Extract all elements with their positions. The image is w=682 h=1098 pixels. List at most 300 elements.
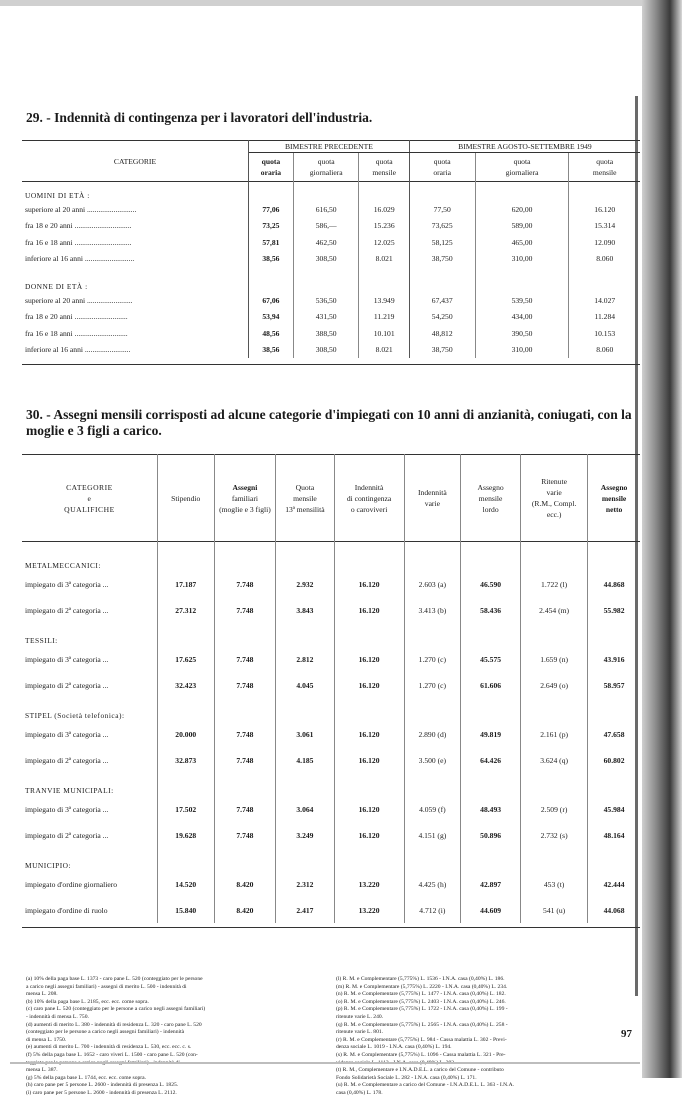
table-30-bottom-rule [22,923,640,928]
table-30-value: 16.120 [334,796,404,822]
subheader-line: giornaliera [309,168,343,177]
table-29-value: 308,50 [293,251,359,268]
scan-binding-edge [642,0,682,1078]
table-30-empty-cell [404,623,461,646]
table-30-value: 4.712 (i) [404,897,461,923]
table-30-value: 58.957 [588,672,640,698]
table-30-header-cell [22,455,157,542]
header-line: Assegno [477,482,504,492]
table-30-value: 2.312 [276,871,334,897]
table-30-empty-cell [334,848,404,871]
table-30-row [22,672,640,698]
table-30-empty-cell [521,773,588,796]
subheader-line: mensile [592,168,617,177]
table-29-row [22,325,640,342]
table-30-value: 3.843 [276,597,334,623]
table-29-value: 58,125 [409,234,475,251]
table-29-empty-cell [249,267,294,292]
table-30-section-label: STIPEL (Società telefonica): [25,711,125,720]
table-29-section-label: UOMINI DI ETÀ : [22,182,249,202]
table-30-empty-cell [404,698,461,721]
table-30-header-cell [461,455,521,542]
table-30-empty-cell [334,623,404,646]
table-30-value: 7.748 [214,796,276,822]
table-29-row-label: superiore al 20 anni .......................... [22,201,249,218]
table-29-value: 53,94 [249,309,294,326]
header-line: Assegni [232,482,258,492]
table-29-row-label: fra 16 e 18 anni .............................. [22,234,249,251]
table-30-row-label: impiegato di 2ª categoria ... [25,680,109,690]
table-30-empty-cell [461,698,521,721]
table-30-value: 16.120 [334,646,404,672]
table-29-empty-cell [409,182,475,202]
table-30-section-row [22,773,640,796]
subheader-line: oraria [433,168,452,177]
table-29-row [22,251,640,268]
table-30-value: 44.868 [588,571,640,597]
table-29-value: 48,812 [409,325,475,342]
subheader-line: quota [317,157,335,166]
table-30-value: 2.812 [276,646,334,672]
table-30-value: 60.802 [588,747,640,773]
footnote-line: (conteggiato per le persone a carico negli assegni familiari) - indennità [26,1029,185,1036]
table-29-empty-cell [475,267,569,292]
table-30-value: 3.064 [276,796,334,822]
header-line: Ritenute [541,477,567,486]
table-30-empty-cell [157,773,214,796]
header-line: CATEGORIE [66,482,113,492]
table-29-subheader-cell [409,153,475,182]
table-30-empty-cell [521,623,588,646]
table-29-value: 539,50 [475,292,569,309]
table-29-value: 388,50 [293,325,359,342]
table-30-value: 61.606 [461,672,521,698]
footnote-line: (s) R. M. e Complementare (5,775%) L. 1096 - Cassa malattia L. 321 - Pre- [336,1051,506,1058]
table-30-value: 2.161 (p) [521,721,588,747]
table-30-header-cell [334,455,404,542]
table-30-row [22,747,640,773]
table-30-value: 1.722 (l) [521,571,588,597]
footnote-line: a carico negli assegni familiari) - assegni di merito L. 500 - indennità di [26,983,187,990]
table-30-value: 2.649 (o) [521,672,588,698]
table-29-row-label: fra 16 e 18 anni ............................ [22,325,249,342]
footnote-line: (g) 5% della paga base L. 1744, ecc. ecc. come sopra. [26,1074,147,1081]
table-30-row [22,721,640,747]
table-30-header-cell [588,455,640,542]
table-29-value: 48,56 [249,325,294,342]
table-30-row-label: impiegato di 2ª categoria ... [25,830,109,840]
header-line: o caroviveri [350,504,388,514]
subheader-line: quota [261,157,281,166]
table-29-value: 14.027 [569,292,640,309]
table-30-value: 3.061 [276,721,334,747]
table-30-row [22,597,640,623]
table-29-value: 13.949 [359,292,409,309]
table-29-subheader-cell [475,153,569,182]
table-30-empty-cell [214,773,276,796]
table-29-value: 10.101 [359,325,409,342]
table-30-value: 32.873 [157,747,214,773]
table-30-value: 8.420 [214,871,276,897]
subheader-line: quota [513,157,531,166]
footnote-line: (b) 10% della paga base L. 2185, ecc. ecc. come sopra. [26,998,149,1005]
table-29-row [22,292,640,309]
subheader-line: mensile [372,168,396,177]
document-page [18,96,648,1096]
table-29 [22,140,640,365]
footnote-line: (f) 5% della paga base L. 1652 - caro viveri L. 1500 - caro pane L. 520 (con- [26,1051,198,1058]
scan-bottom-edge [10,1062,640,1064]
table-30-section-label: TRANVIE MUNICIPALI: [25,786,114,795]
table-30-empty-cell [588,773,640,796]
table-30-empty-cell [276,698,334,721]
table-30-value: 7.748 [214,571,276,597]
table-30-value: 46.590 [461,571,521,597]
table-30-value: 2.890 (d) [404,721,461,747]
table-30-header-cell [157,455,214,542]
table-29-value: 11.219 [359,309,409,326]
table-30-value: 19.628 [157,822,214,848]
header-line: Stipendio [171,493,201,503]
table-29-empty-cell [569,267,640,292]
table-29-row [22,201,640,218]
table-29-value: 11.284 [569,309,640,326]
header-line: Assegno [600,482,628,492]
table-29-value: 73,625 [409,218,475,235]
table-30-header-cell [404,455,461,542]
table-30-empty-cell [404,848,461,871]
table-29-section-row [22,182,640,202]
table-29-value: 38,750 [409,251,475,268]
footnote-line: ritenute varie L. 240. [336,1013,384,1020]
scan-top-edge [0,0,682,6]
table-30-value: 13.220 [334,871,404,897]
table-29-value: 586,— [293,218,359,235]
footnote-line: Fondo Solidarietà Sociale L. 282 - I.N.A. casa (0,40%) L. 171. [336,1074,477,1081]
table-30-value: 4.059 (f) [404,796,461,822]
table-29-empty-cell [293,182,359,202]
table-30-value: 17.625 [157,646,214,672]
table-30-empty-cell [157,698,214,721]
table-30-empty-cell [521,542,588,572]
table-29-value: 67,06 [249,292,294,309]
table-30-empty-cell [521,698,588,721]
table-30-value: 7.748 [214,646,276,672]
table-30-empty-cell [276,773,334,796]
table-30-value: 50.896 [461,822,521,848]
table-30-value: 4.185 [276,747,334,773]
table-30-value: 16.120 [334,597,404,623]
table-29-col-categorie: CATEGORIE [22,141,249,182]
table-30-value: 3.624 (q) [521,747,588,773]
table-30-value: 7.748 [214,822,276,848]
subheader-line: oraria [260,168,282,177]
table-29-value: 15.236 [359,218,409,235]
table-30-title: 30. - Assegni mensili corrisposti ad alcune categorie d'impiegati con 10 anni di anzianità, coniugati, con la moglie e 3 figli a carico. [26,407,632,438]
table-29-row-label: fra 18 e 20 anni .............................. [22,218,249,235]
table-29-value: 465,00 [475,234,569,251]
table-30-empty-cell [276,848,334,871]
table-29-empty-cell [359,267,409,292]
table-30-value: 20.000 [157,721,214,747]
table-30-bottom-spacer [22,923,640,928]
table-30-header-cell [276,455,334,542]
footnote-line: mensa L. 387. [26,1067,58,1074]
table-29-row-label: superiore al 20 anni ........................ [22,292,249,309]
table-30-value: 45.984 [588,796,640,822]
table-29-value: 54,250 [409,309,475,326]
table-30-value: 17.187 [157,571,214,597]
table-30-value: 48.493 [461,796,521,822]
table-30-value: 7.748 [214,597,276,623]
table-30-value: 7.748 [214,747,276,773]
table-30-value: 4.045 [276,672,334,698]
table-29-value: 434,00 [475,309,569,326]
header-line: mensile [293,493,317,503]
footnote-line: (o) R. M. e Complementare (5,775%) L. 2403 - I.N.A. casa (0,40%) L. 246. [336,998,506,1005]
footnote-line: (n) R. M. e Complementare (5,775%) L. 1477 - I.N.A. casa (0,40%) L. 182. [336,991,506,998]
table-29-subheader-cell [293,153,359,182]
table-29-bottom-spacer [22,358,640,365]
table-29-subheader-cell [359,153,409,182]
table-30-value: 47.658 [588,721,640,747]
footnote-line: (h) caro pane per 5 persone L. 2600 - indennità di presenza L. 1825. [26,1082,179,1089]
table-30-value: 49.819 [461,721,521,747]
table-30-value: 3.413 (b) [404,597,461,623]
table-30-row [22,822,640,848]
footnote-line: ritenute varie L. 801. [336,1029,384,1036]
table-30-row-label: impiegato d'ordine giornaliero [25,879,118,889]
subheader-line: quota [596,157,614,166]
table-29-subheader-cell [249,153,294,182]
table-29-value: 77,06 [249,201,294,218]
table-30-row [22,897,640,923]
table-29-value: 38,56 [249,342,294,359]
table-29-value: 308,50 [293,342,359,359]
table-30-value: 453 (t) [521,871,588,897]
table-30-empty-cell [157,848,214,871]
table-29-bottom-rule [22,358,640,365]
table-30-value: 55.982 [588,597,640,623]
table-30-value: 43.916 [588,646,640,672]
header-line: QUALIFICHE [64,504,115,514]
footnote-line: (i) caro pane per 5 persone L. 2600 - indennità di presenza L. 2112. [26,1089,177,1096]
table-29-value: 8.060 [569,342,640,359]
table-29-value: 73,25 [249,218,294,235]
header-line: familiari [231,493,258,503]
table-29-row [22,342,640,359]
table-30-value: 7.748 [214,672,276,698]
table-30-empty-cell [521,848,588,871]
header-line: netto [605,504,623,514]
table-30-empty-cell [334,542,404,572]
table-29-value: 620,00 [475,201,569,218]
table-30-empty-cell [334,773,404,796]
table-30-value: 15.840 [157,897,214,923]
table-30-section-label: METALMECCANICI: [25,561,101,570]
table-30-value: 16.120 [334,571,404,597]
table-29-value: 8.021 [359,251,409,268]
table-30-header-cell [214,455,276,542]
table-30-empty-cell [588,848,640,871]
header-line: Quota [295,482,315,492]
table-30-row [22,571,640,597]
footnote-line: (r) R. M. e Complementare (5,775%) L. 984 - Cassa malattia L. 302 - Previ- [336,1036,507,1043]
table-30-value: 1.659 (n) [521,646,588,672]
table-29-row [22,234,640,251]
table-30-empty-cell [461,773,521,796]
table-30-value: 2.732 (s) [521,822,588,848]
table-30-value: 16.120 [334,721,404,747]
table-30-value: 2.932 [276,571,334,597]
table-29-value: 16.120 [569,201,640,218]
header-line: Indennità [354,482,384,492]
table-29-value: 536,50 [293,292,359,309]
table-29-value: 77,50 [409,201,475,218]
footnote-line: denza sociale L. 1019 - I.N.A. casa (0,40%) L. 194. [336,1044,452,1051]
header-line: ecc.) [546,510,562,519]
table-30-section-label: MUNICIPIO: [25,861,72,870]
table-30-section-label: TESSILI: [25,636,58,645]
footnote-line: (c) caro pane L. 520 (conteggiato per le persone a carico negli assegni familiari) [26,1006,206,1013]
table-29-value: 10.153 [569,325,640,342]
table-29-value: 462,50 [293,234,359,251]
table-30-value: 2.509 (r) [521,796,588,822]
table-30-row [22,796,640,822]
table-30-section-row [22,848,640,871]
table-30-value: 1.270 (c) [404,672,461,698]
table-30-row-label: impiegato di 3ª categoria ... [25,804,109,814]
footnote-line: (u) R. M. e Complementare a carico del Comune - I.N.A.D.E.L. L. 363 - I.N.A. [336,1082,515,1089]
table-30-value: 4.425 (h) [404,871,461,897]
footnote-line: di mensa L. 1750. [26,1036,67,1043]
footnote-line: (m) R. M. e Complementare (5,775%) L. 2220 - I.N.A. casa (0,40%) L. 234. [336,983,508,990]
table-30-section-row [22,623,640,646]
table-30-empty-cell [214,623,276,646]
table-30-value: 44.068 [588,897,640,923]
subheader-line: giornaliera [505,168,539,177]
header-line: mensile [478,493,503,503]
table-30-empty-cell [404,542,461,572]
footnote-line: (a) 10% della paga base L. 1373 - caro pane L. 520 (conteggiato per le persone [26,976,203,982]
table-29-group-agosto: BIMESTRE AGOSTO-SETTEMBRE 1949 [409,141,640,153]
table-29-value: 38,750 [409,342,475,359]
table-30-value: 17.502 [157,796,214,822]
footnote-line: (e) aumenti di merito L. 700 - indennità di residenza L. 530, ecc. ecc. c. s. [26,1044,192,1051]
table-29-value: 15.314 [569,218,640,235]
header-line: (R.M., Compl. [531,499,577,508]
table-30-row-label: impiegato d'ordine di ruolo [25,905,108,915]
table-30-value: 3.500 (e) [404,747,461,773]
table-30-value: 13.220 [334,897,404,923]
footnote-line: (q) R. M. e Complementare (5,775%) L. 2565 - I.N.A. casa (0,40%) L. 258 - [336,1021,508,1028]
table-29-row-label: inferiore al 16 anni ........................ [22,342,249,359]
footnote-line: - indennità di mensa L. 750. [26,1013,89,1020]
footnotes-left [26,976,331,1098]
header-line: 13ª mensilità [285,504,325,514]
table-29-empty-cell [293,267,359,292]
table-30-row [22,871,640,897]
table-30-empty-cell [588,623,640,646]
table-29-title: 29. - Indennità di contingenza per i lavoratori dell'industria. [26,110,373,125]
table-29-row [22,309,640,326]
footnote-line: (t) R. M., Complementare e I.N.A.D.E.L. a carico del Comune - contributo [336,1067,504,1074]
table-30-value: 541 (u) [521,897,588,923]
table-29-value: 310,00 [475,342,569,359]
table-30-value: 16.120 [334,747,404,773]
table-30-header [22,455,640,542]
header-line: (moglie e 3 figli) [219,504,271,514]
table-30-empty-cell [461,848,521,871]
table-30-empty-cell [588,698,640,721]
footnotes-right [336,976,646,1098]
table-29-value: 310,00 [475,251,569,268]
footnote-line: (l) R. M. e Complementare (5,775%) L. 1536 - I.N.A. casa (0,40%) L. 186. [336,976,505,982]
table-29-value: 16.029 [359,201,409,218]
table-30-row-label: impiegato di 3ª categoria ... [25,729,109,739]
table-30-row [22,646,640,672]
table-30-value: 16.120 [334,672,404,698]
table-30-value: 44.609 [461,897,521,923]
table-30-empty-cell [214,542,276,572]
table-30-value: 27.312 [157,597,214,623]
footnote-line: (d) aumenti di merito L. 380 - indennità di residenza L. 320 - caro pane L. 520 [26,1021,202,1028]
table-30-value: 2.603 (a) [404,571,461,597]
table-29-value: 390,50 [475,325,569,342]
table-29-value: 67,437 [409,292,475,309]
table-30-empty-cell [214,848,276,871]
table-29-subheader-cell [569,153,640,182]
table-30-empty-cell [334,698,404,721]
table-30-value: 1.270 (c) [404,646,461,672]
table-29-row [22,218,640,235]
table-30-section-row [22,542,640,572]
table-29-empty-cell [475,182,569,202]
table-29-empty-cell [249,182,294,202]
table-30-value: 14.520 [157,871,214,897]
footnote-line: (p) R. M. e Complementare (5,775%) L. 1722 - I.N.A. casa (0,40%) L. 199 - [336,1006,508,1013]
table-30-value: 58.436 [461,597,521,623]
header-line: di contingenza [346,493,392,503]
header-line: e [87,493,92,503]
table-30 [22,454,640,928]
table-29-empty-cell [359,182,409,202]
table-29-empty-cell [569,182,640,202]
footnote-line: mensa L. 208. [26,991,58,998]
table-29-value: 589,00 [475,218,569,235]
table-29-value: 431,50 [293,309,359,326]
subheader-line: quota [433,157,451,166]
table-29-value: 12.025 [359,234,409,251]
table-30-value: 42.444 [588,871,640,897]
table-30-row-label: impiegato di 3ª categoria ... [25,579,109,589]
table-30-value: 2.417 [276,897,334,923]
table-29-value: 8.060 [569,251,640,268]
table-30-empty-cell [157,542,214,572]
page-number: 97 [621,1028,632,1040]
table-30-value: 64.426 [461,747,521,773]
table-30-empty-cell [588,542,640,572]
table-29-section-row [22,267,640,292]
table-30-value: 2.454 (m) [521,597,588,623]
header-line: Indennità [418,488,447,497]
subheader-line: quota [375,157,393,166]
header-line: lordo [482,504,499,514]
table-30-value: 42.897 [461,871,521,897]
table-30-value: 32.423 [157,672,214,698]
table-30-value: 48.164 [588,822,640,848]
header-line: varie [424,499,440,508]
